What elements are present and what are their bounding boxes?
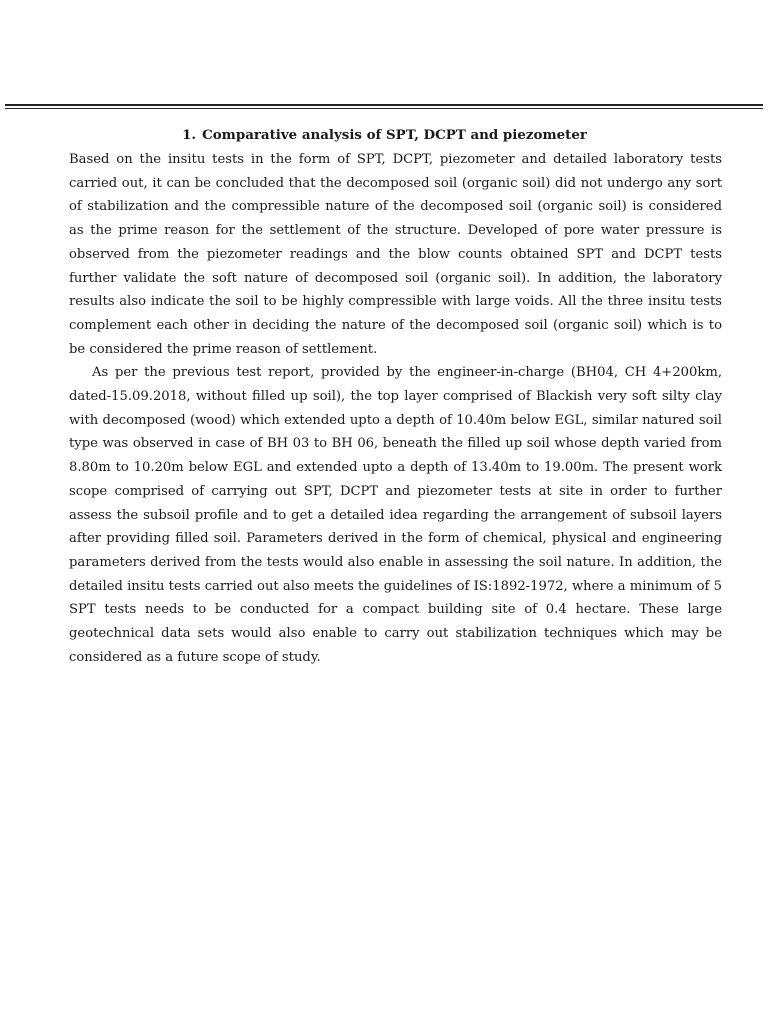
section-body bbox=[69, 148, 722, 669]
paragraph-1: Based on the insitu tests in the form of SPT, DCPT, piezometer and detailed laboratory tests carried out, it can be concluded that the decomposed soil (organic soil) did not undergo any sort of stabilization and the compressible nature of the decomposed soil (organic soil) is considered as the prime reason for the settlement of the structure. Developed of pore water pressure is observed from the piezometer readings and the blow counts obtained SPT and DCPT tests further validate the soft nature of decomposed soil (organic soil). In addition, the laboratory results also indicate the soil to be highly compressible with large voids. All the three insitu tests complement each other in deciding the nature of the decomposed soil (organic soil) which is to be considered the prime reason of settlement. bbox=[69, 152, 722, 357]
section-title: Comparative analysis of SPT, DCPT and piezometer bbox=[202, 127, 587, 143]
header-rule-thin bbox=[5, 108, 763, 109]
section-number: 1. bbox=[182, 127, 197, 143]
header-rule-thick bbox=[5, 104, 763, 106]
section-heading bbox=[0, 125, 768, 145]
paragraph-2: As per the previous test report, provided by the engineer-in-charge (BH04, CH 4+200km, dated-15.09.2018, without filled up soil), the top layer comprised of Blackish very soft silty clay with decomposed (wood) which extended upto a depth of 10.40m below EGL, similar natured soil type was observed in case of BH 03 to BH 06, beneath the filled up soil whose depth varied from 8.80m to 10.20m below EGL and extended upto a depth of 13.40m to 19.00m. The present work scope comprised of carrying out SPT, DCPT and piezometer tests at site in order to further assess the subsoil profile and to get a detailed idea regarding the arrangement of subsoil layers after providing filled soil. Parameters derived in the form of chemical, physical and engineering parameters derived from the tests would also enable in assessing the soil nature. In addition, the detailed insitu tests carried out also meets the guidelines of IS:1892-1972, where a minimum of 5 SPT tests needs to be conducted for a compact building site of 0.4 hectare. These large geotechnical data sets would also enable to carry out stabilization techniques which may be considered as a future scope of study. bbox=[69, 365, 722, 665]
